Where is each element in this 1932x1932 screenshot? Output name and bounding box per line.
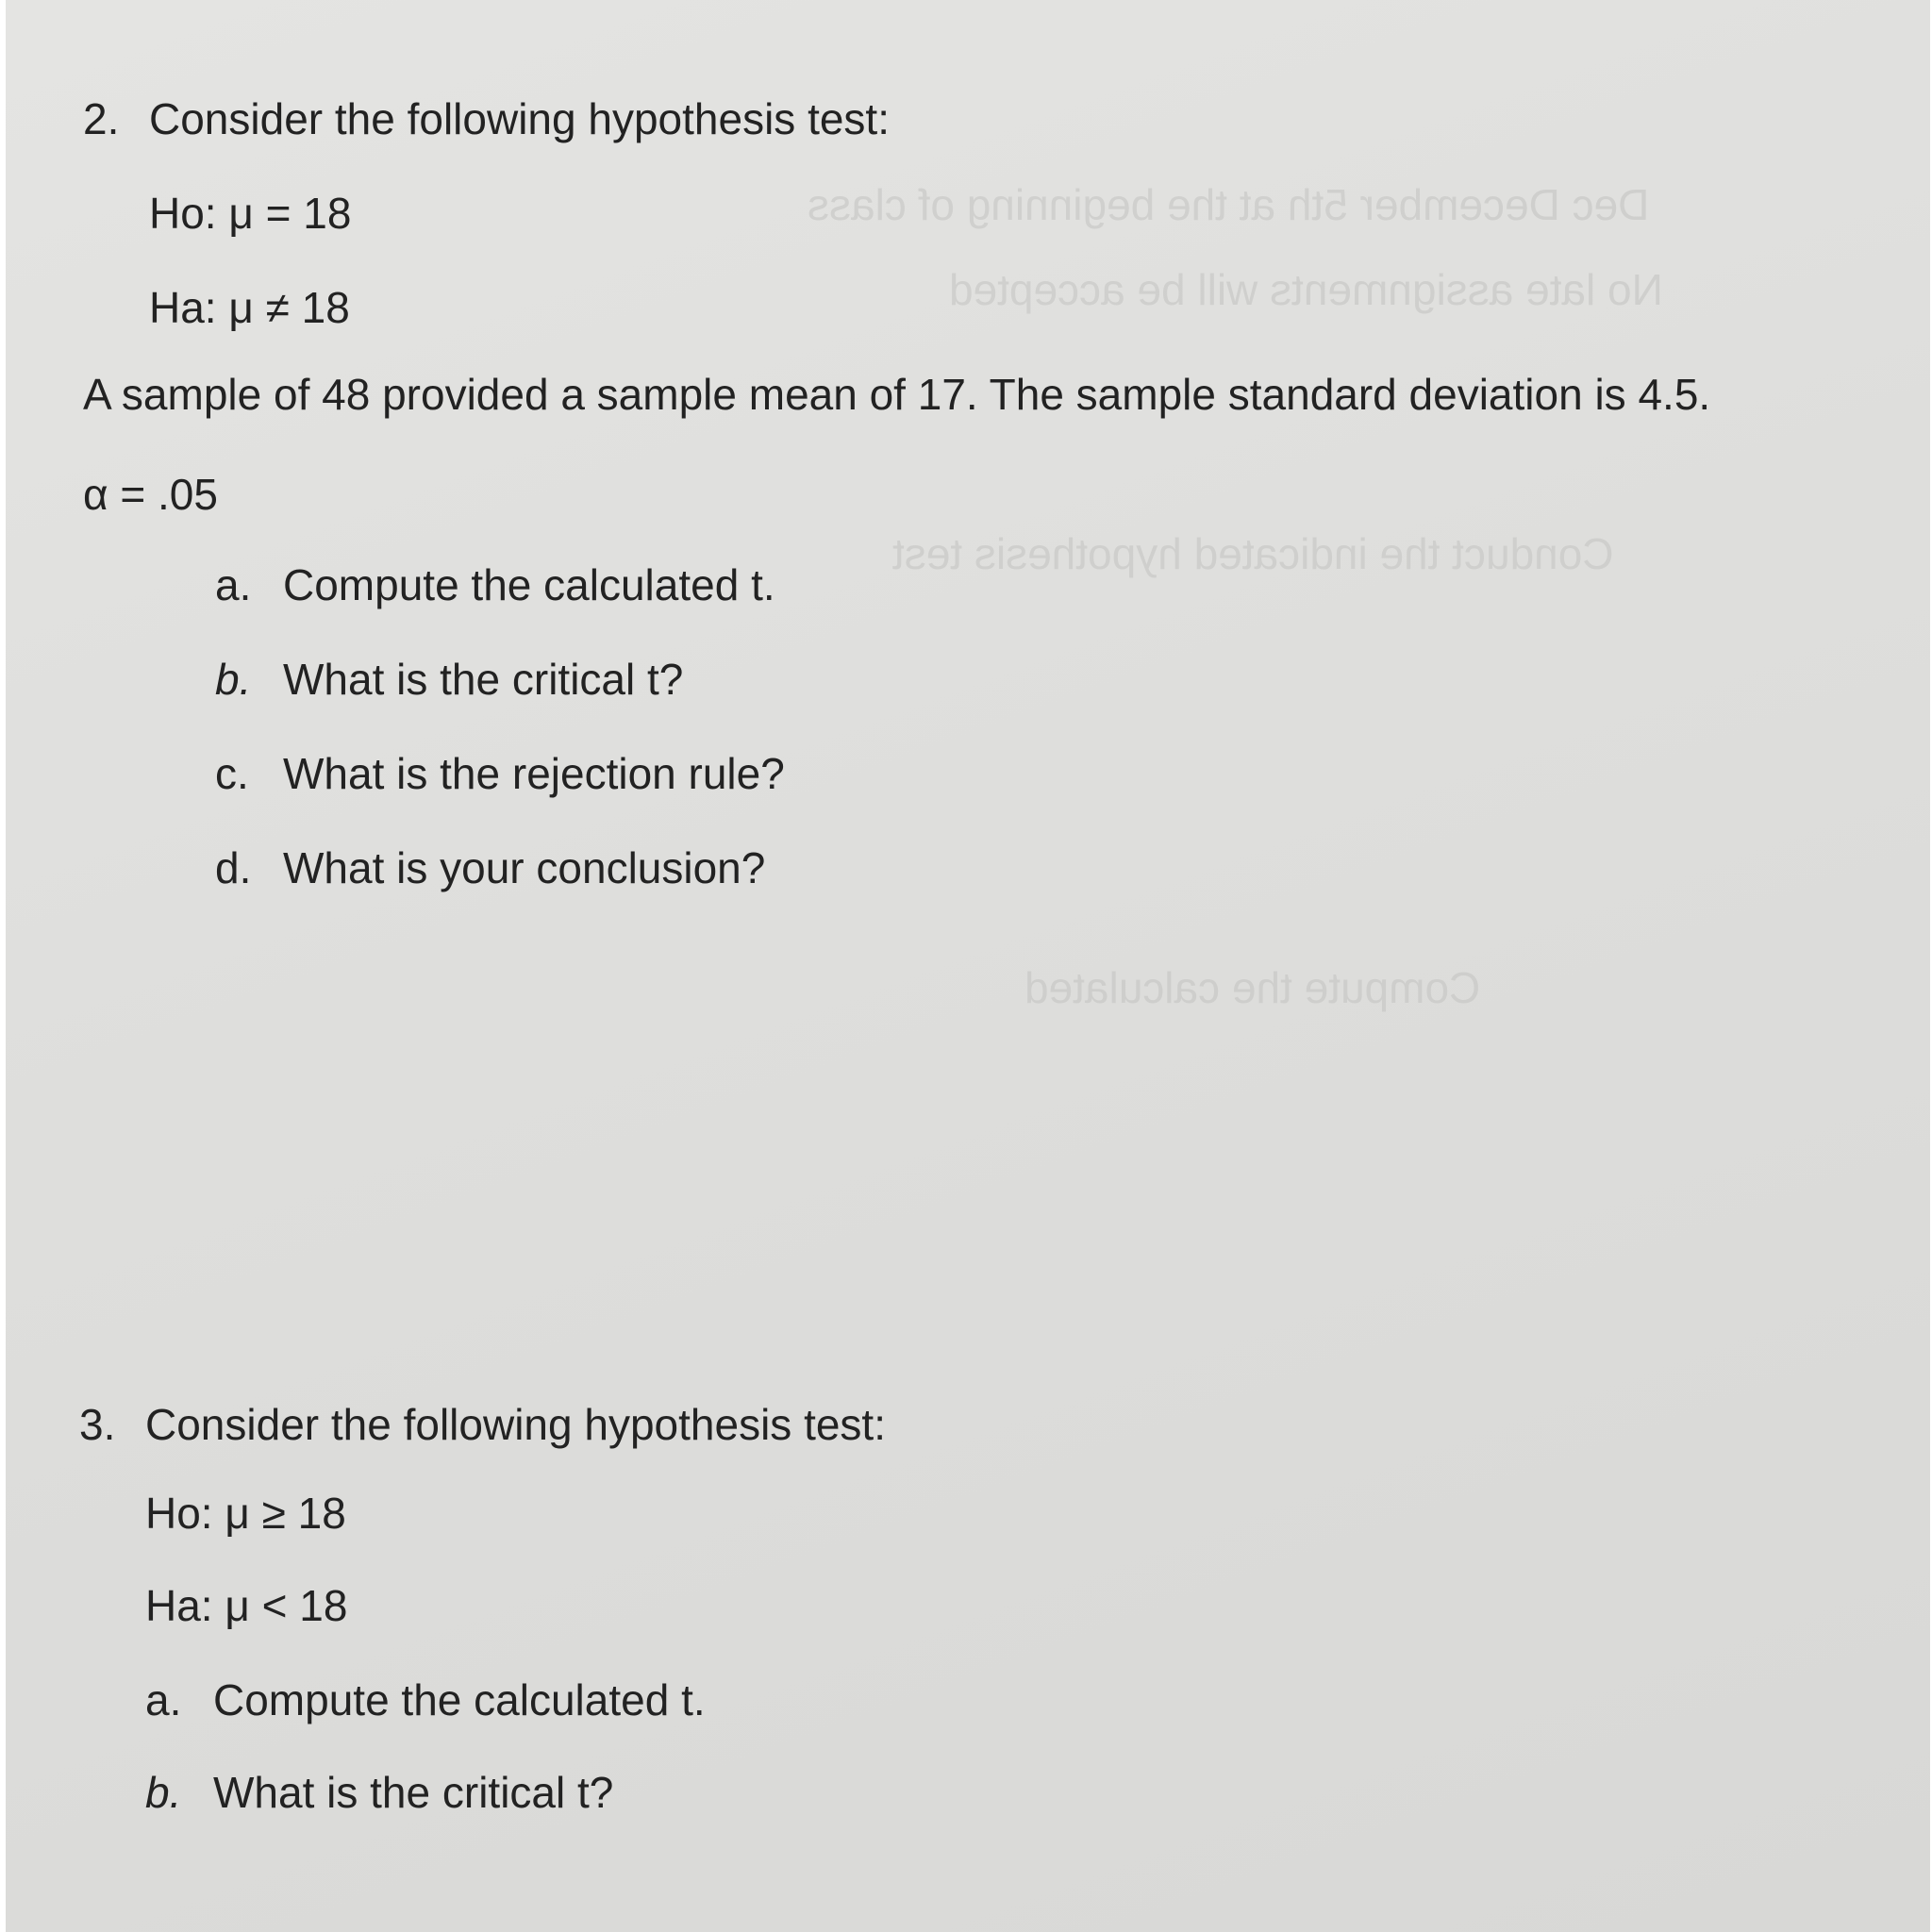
q2-part-a: a. Compute the calculated t. <box>215 560 775 609</box>
bleed-through-text: Compute the calculated <box>1024 963 1481 1012</box>
q3-part-a: a. Compute the calculated t. <box>145 1675 706 1724</box>
q2-alpha: α = .05 <box>83 470 218 519</box>
worksheet-page <box>6 0 1930 1932</box>
q3-title: 3. Consider the following hypothesis test: <box>79 1400 886 1449</box>
q2-null-hypothesis: Ho: μ = 18 <box>149 189 352 238</box>
q3-null-hypothesis: Ho: μ ≥ 18 <box>145 1489 346 1538</box>
bleed-through-text: Dec December 5th at the beginning of class <box>808 180 1650 229</box>
q2-part-b: b. What is the critical t? <box>215 655 684 704</box>
q3-alternative-hypothesis: Ha: μ < 18 <box>145 1581 348 1630</box>
q2-title: 2. Consider the following hypothesis test: <box>83 94 890 143</box>
q2-part-d: d. What is your conclusion? <box>215 843 766 892</box>
bleed-through-text: No late assignments will be accepted <box>949 265 1663 314</box>
q3-part-b: b. What is the critical t? <box>145 1768 614 1817</box>
q2-sample-description: A sample of 48 provided a sample mean of 17. The sample standard deviation is 4.5. <box>83 370 1711 419</box>
q2-alternative-hypothesis: Ha: μ ≠ 18 <box>149 283 350 332</box>
q2-part-c: c. What is the rejection rule? <box>215 749 785 798</box>
bleed-through-text: Conduct the indicated hypothesis test <box>892 529 1614 578</box>
